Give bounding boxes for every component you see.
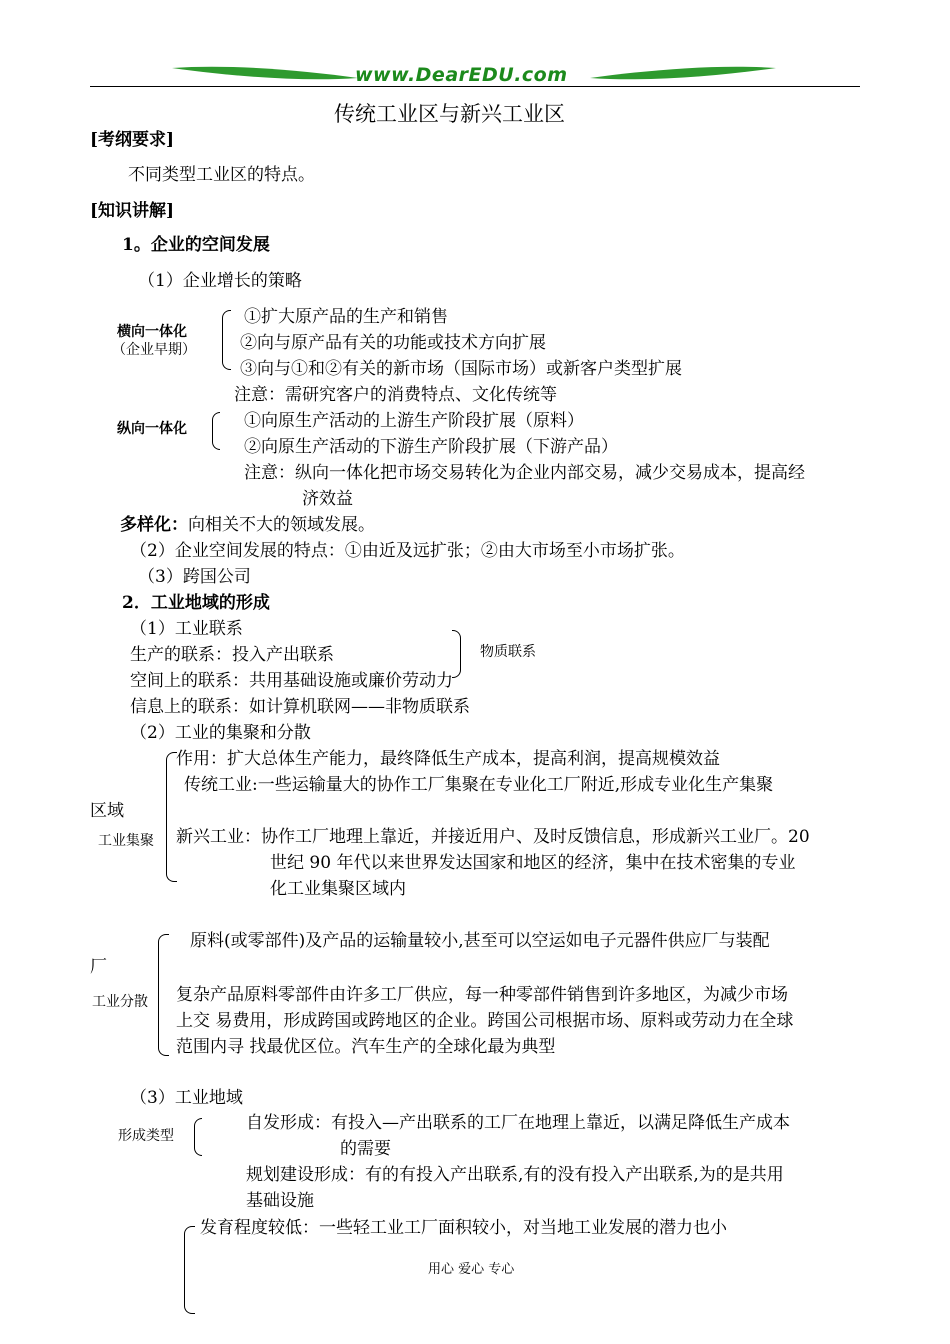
leaf-swoosh-left-icon [170, 62, 360, 84]
spontaneous-formation-line-2: 的需要 [340, 1139, 391, 1159]
vertical-note-line-1: 注意：纵向一体化把市场交易转化为企业内部交易，减少交易成本，提高经 [244, 463, 805, 483]
heading-2-2: （2）工业的集聚和分散 [130, 723, 311, 743]
section-heading-requirements: [考纲要求] [90, 130, 175, 150]
brace-development [184, 1226, 195, 1314]
brace-horizontal [222, 310, 231, 370]
dispersion-label: 工业分散 [92, 994, 148, 1010]
heading-1-2: （2）企业空间发展的特点：①由近及远扩张；②由大市场至小市场扩张。 [130, 541, 685, 561]
dispersion-item-1-line-1: 原料(或零部件)及产品的运输量较小,甚至可以空运如电子元器件供应厂与装配 [190, 931, 770, 951]
new-industry-line-2: 世纪 90 年代以来世界发达国家和地区的经济，集中在技术密集的专业 [270, 853, 796, 873]
material-link-label: 物质联系 [480, 644, 536, 660]
low-development-text: 发育程度较低：一些轻工业工厂面积较小，对当地工业发展的潜力也小 [200, 1218, 727, 1238]
heading-2-3: （3）工业地域 [130, 1088, 243, 1108]
page-title: 传统工业区与新兴工业区 [334, 102, 565, 126]
site-logo[interactable]: www.DearEDU.com [355, 64, 568, 86]
header-rule [90, 86, 860, 87]
dispersion-item-2-line-2: 上交 易费用，形成跨国或跨地区的企业。跨国公司根据市场、原料或劳动力在全球 [176, 1011, 794, 1031]
agglomeration-label: 工业集聚 [98, 833, 154, 849]
heading-1-1: （1）企业增长的策略 [138, 271, 302, 291]
vertical-integration-label: 纵向一体化 [117, 421, 187, 437]
agglomeration-effect: 作用：扩大总体生产能力，最终降低生产成本，提高利润，提高规模效益 [176, 749, 720, 769]
vertical-item-1: ①向原生产活动的上游生产阶段扩展（原料） [244, 411, 584, 431]
brace-formation [194, 1118, 202, 1156]
planned-formation-line-2: 基础设施 [246, 1191, 314, 1211]
heading-2: 2．工业地域的形成 [122, 593, 270, 613]
heading-2-1: （1）工业联系 [130, 619, 243, 639]
diversification-line [120, 512, 375, 538]
formation-type-label: 形成类型 [118, 1128, 174, 1144]
requirements-text: 不同类型工业区的特点。 [128, 165, 315, 185]
planned-formation-line-1: 规划建设形成：有的有投入产出联系,有的没有投入产出联系,为的是共用 [246, 1165, 784, 1185]
new-industry-line-3: 化工业集聚区域内 [270, 879, 406, 899]
diversification-text: 向相关不大的领域发展。 [188, 515, 375, 535]
horizontal-integration-sublabel: （企业早期） [112, 342, 196, 358]
vertical-note-line-2: 济效益 [302, 489, 353, 509]
dispersion-item-1-line-2: 厂 [90, 957, 107, 977]
horizontal-note: 注意：需研究客户的消费特点、文化传统等 [234, 385, 557, 405]
link-production: 生产的联系：投入产出联系 [130, 645, 334, 665]
brace-material [452, 630, 461, 678]
spontaneous-formation-line-1: 自发形成：有投入—产出联系的工厂在地理上靠近，以满足降低生产成本 [246, 1113, 790, 1133]
link-information: 信息上的联系：如计算机联网——非物质联系 [130, 697, 470, 717]
brace-vertical [212, 412, 220, 450]
link-spatial: 空间上的联系：共用基础设施或廉价劳动力 [130, 671, 453, 691]
diversification-label: 多样化： [120, 515, 188, 535]
new-industry-line-1: 新兴工业：协作工厂地理上靠近，并接近用户、及时反馈信息，形成新兴工业厂。20 [176, 827, 810, 847]
dispersion-item-2-line-1: 复杂产品原料零部件由许多工厂供应，每一种零部件销售到许多地区，为减少市场 [176, 985, 788, 1005]
page-footer: 用心 爱心 专心 [428, 1262, 515, 1277]
dispersion-item-2-line-3: 范围内寻 找最优区位。汽车生产的全球化最为典型 [176, 1037, 556, 1057]
section-heading-knowledge: [知识讲解] [90, 201, 175, 221]
leaf-swoosh-right-icon [588, 62, 778, 84]
heading-1: 1。企业的空间发展 [122, 235, 270, 255]
heading-1-3: （3）跨国公司 [138, 567, 251, 587]
horizontal-item-1: ①扩大原产品的生产和销售 [244, 307, 448, 327]
vertical-item-2: ②向原生产活动的下游生产阶段扩展（下游产品） [244, 437, 618, 457]
horizontal-item-3: ③向与①和②有关的新市场（国际市场）或新客户类型扩展 [240, 359, 682, 379]
traditional-industry-line-2: 区域 [90, 801, 124, 821]
horizontal-item-2: ②向与原产品有关的功能或技术方向扩展 [240, 333, 546, 353]
traditional-industry-line-1: 传统工业:一些运输量大的协作工厂集聚在专业化工厂附近,形成专业化生产集聚 [184, 775, 774, 795]
brace-dispersion [158, 934, 169, 1056]
horizontal-integration-label: 横向一体化 [117, 324, 187, 340]
